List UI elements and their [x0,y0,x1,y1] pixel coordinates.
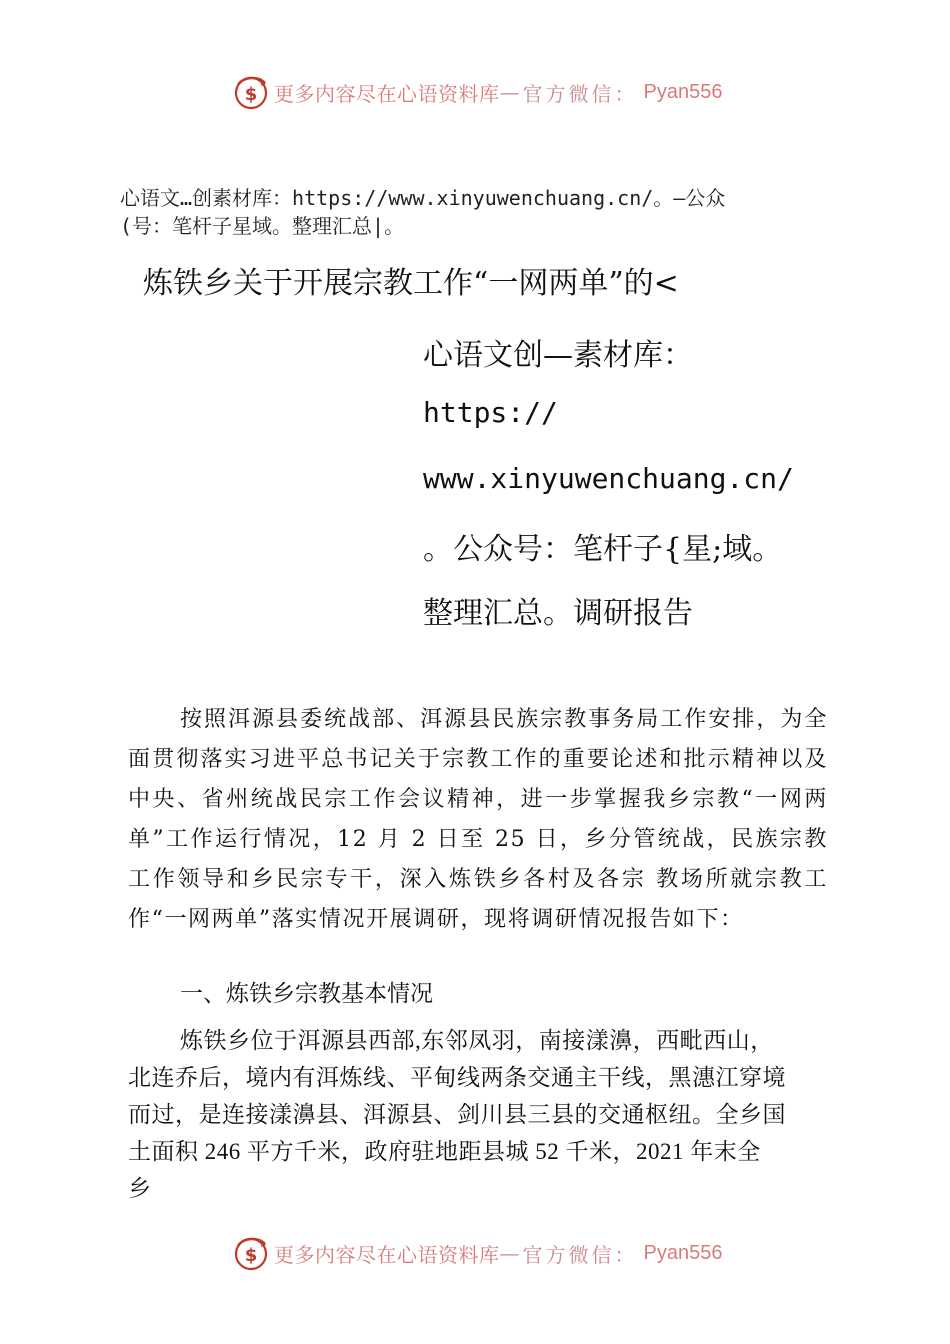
title-side-line: https:// [423,396,558,429]
body-paragraph-overview [128,1022,828,1207]
banner-dash: — [499,80,523,104]
banner-wechat-id: Pyan556 [643,80,723,103]
paragraph-line: 乡 [128,1176,152,1201]
body-paragraph-intro: 按照洱源县委统战部、洱源县民族宗教事务局工作安排，为全面贯彻落实习进平总书记关于宗教工作的重要论述和批示精神以及中央、省州统战民宗工作会议精神，进一步掌握我乡宗教“一网两单”工作运行情况，12 月 2 日至 25 日，乡分管统战，民族宗教工作领导和乡民宗专干，深入炼铁乡各村及各宗 教场所就宗教工作“一网两单”落实情况开展调研，现将调研情况报告如下： [128,707,828,932]
paragraph-line: 土面积 246 平方千米，政府驻地距县城 52 千米，2021 年末全 [128,1139,761,1164]
banner-wechat-label: 官方微信： [522,1242,638,1267]
banner-main-text: 更多内容尽在心语资料库 [274,1242,500,1267]
svg-text:$: $ [244,1245,258,1266]
section-heading: 一、炼铁乡宗教基本情况 [180,981,433,1007]
title-side-line: www.xinyuwenchuang.cn/ [423,462,794,495]
svg-text:$: $ [244,84,258,105]
paragraph-line: 北连乔后，境内有洱炼线、平甸线两条交通主干线，黑潓江穿境 [128,1065,786,1090]
page-title: 炼铁乡关于开展宗教工作“一网两单”的< [143,266,679,301]
paragraph-line: 炼铁乡位于洱源县西部,东邻凤羽，南接漾濞，西毗西山， [180,1028,774,1053]
source-note-line: (号：笔杆子星域。整理汇总|。 [120,214,405,238]
header-banner [232,72,722,112]
footer-banner [232,1233,722,1273]
paragraph-line: 而过，是连接漾濞县、洱源县、剑川县三县的交通枢纽。全乡国 [128,1102,786,1127]
banner-dash: — [499,1241,523,1265]
banner-wechat-id: Pyan556 [643,1241,723,1264]
coin-logo-icon [232,73,270,111]
title-side-line: 。公众号：笔杆子{星;域。 [423,532,783,567]
title-side-line: 心语文创—素材库： [423,338,693,373]
title-side-line: 整理汇总。调研报告 [423,596,693,631]
coin-logo-icon [232,1234,270,1272]
banner-main-text: 更多内容尽在心语资料库 [274,81,500,106]
source-note [120,184,840,240]
source-note-line: 心语文…创素材库：https://www.xinyuwenchuang.cn/。—公众 [120,186,726,210]
banner-wechat-label: 官方微信： [522,81,638,106]
